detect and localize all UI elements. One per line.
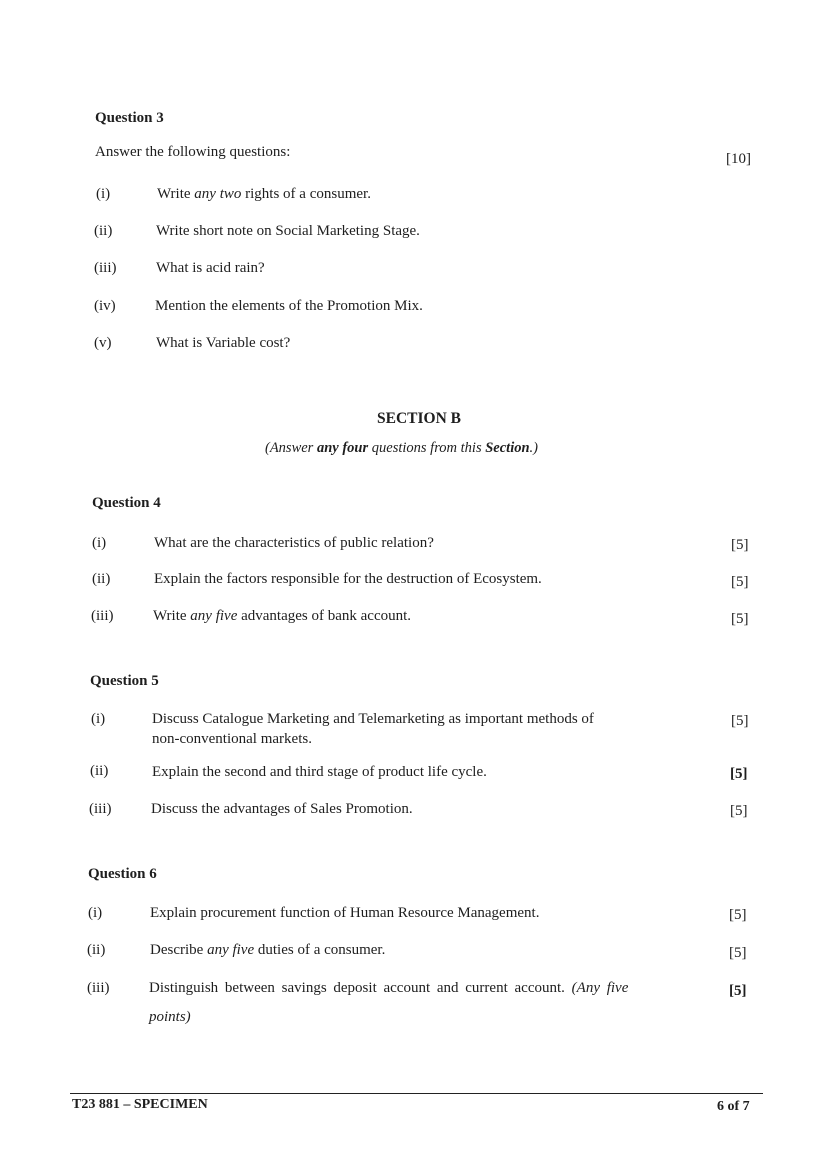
section-b-instruction — [265, 440, 538, 457]
q5-item-2-marks: [5] — [730, 766, 748, 782]
q3-item-3-text: What is acid rain? — [156, 260, 265, 276]
q6-item-1-number: (i) — [88, 905, 103, 921]
q3-item-1-text-post: rights of a consumer. — [241, 186, 371, 202]
footer-page-number: 6 of 7 — [717, 1099, 750, 1114]
q5-item-1-number: (i) — [91, 711, 106, 727]
q5-item-2-text: Explain the second and third stage of product life cycle. — [152, 764, 487, 780]
section-b-note-mid: questions from this — [368, 440, 486, 456]
q3-item-2-number: (ii) — [94, 223, 113, 239]
q3-item-1-text-emphasis: any two — [194, 186, 242, 202]
q4-item-1-text: What are the characteristics of public relation? — [154, 535, 434, 551]
q6-item-2-text — [150, 942, 385, 959]
question-3-intro: Answer the following questions: — [95, 144, 291, 160]
q5-item-3-text: Discuss the advantages of Sales Promotion. — [151, 801, 413, 817]
q5-item-3-number: (iii) — [89, 801, 112, 817]
q6-item-2-text-pre: Describe — [150, 942, 208, 958]
q6-item-3-text-emphasis: (Any five — [571, 980, 629, 996]
q4-item-3-text-pre: Write — [153, 608, 191, 624]
section-b-note-open: (Answer — [265, 440, 317, 456]
q4-item-3-text — [153, 608, 411, 625]
q4-item-1-marks: [5] — [731, 537, 749, 553]
q5-item-2-number: (ii) — [90, 763, 109, 779]
section-b-note-bold: any four — [316, 440, 369, 456]
q3-item-2-text: Write short note on Social Marketing Stage. — [156, 223, 420, 239]
q6-item-2-text-post: duties of a consumer. — [254, 942, 386, 958]
question-4-title: Question 4 — [92, 495, 161, 511]
q4-item-3-marks: [5] — [731, 611, 749, 627]
q6-item-3-number: (iii) — [87, 980, 110, 996]
q6-item-2-number: (ii) — [87, 942, 106, 958]
q5-item-1-marks: [5] — [731, 713, 749, 729]
q6-item-3-text — [149, 980, 628, 997]
question-3-title: Question 3 — [95, 110, 164, 126]
q3-item-3-number: (iii) — [94, 260, 117, 276]
q5-item-1-text-line-1: Discuss Catalogue Marketing and Telemarketing as important methods of — [152, 711, 594, 727]
q4-item-3-text-post: advantages of bank account. — [237, 608, 412, 624]
q4-item-2-text: Explain the factors responsible for the destruction of Ecosystem. — [154, 571, 542, 587]
q3-item-1-text-pre: Write — [157, 186, 195, 202]
q3-item-4-number: (iv) — [94, 298, 116, 314]
q6-item-3-text-emphasis-2: points) — [149, 1009, 191, 1025]
q5-item-3-marks: [5] — [730, 803, 748, 819]
q6-item-3-text-line-2 — [149, 1009, 191, 1026]
q3-item-5-text: What is Variable cost? — [156, 335, 291, 351]
q3-item-4-text: Mention the elements of the Promotion Mix. — [155, 298, 423, 314]
q4-item-2-number: (ii) — [92, 571, 111, 587]
section-b-title: SECTION B — [377, 410, 461, 427]
q6-item-1-text: Explain procurement function of Human Resource Management. — [150, 905, 540, 921]
q4-item-3-number: (iii) — [91, 608, 114, 624]
question-3-marks: [10] — [726, 151, 751, 167]
q4-item-1-number: (i) — [92, 535, 107, 551]
footer-divider — [70, 1093, 763, 1094]
section-b-note-close: .) — [529, 440, 539, 456]
q3-item-1-number: (i) — [96, 186, 111, 202]
q6-item-3-text-main: Distinguish between savings deposit account and current account. — [149, 980, 565, 996]
q3-item-5-number: (v) — [94, 335, 112, 351]
q6-item-2-marks: [5] — [729, 945, 747, 961]
footer-paper-code: T23 881 – SPECIMEN — [72, 1097, 208, 1112]
q6-item-1-marks: [5] — [729, 907, 747, 923]
section-b-note-section: Section — [485, 440, 530, 456]
q6-item-2-text-emphasis: any five — [207, 942, 255, 958]
question-6-title: Question 6 — [88, 866, 157, 882]
q5-item-1-text-line-2: non-conventional markets. — [152, 731, 312, 747]
q3-item-1-text — [157, 186, 371, 203]
question-5-title: Question 5 — [90, 673, 159, 689]
q6-item-3-marks: [5] — [729, 983, 747, 999]
q4-item-3-text-emphasis: any five — [190, 608, 238, 624]
q4-item-2-marks: [5] — [731, 574, 749, 590]
